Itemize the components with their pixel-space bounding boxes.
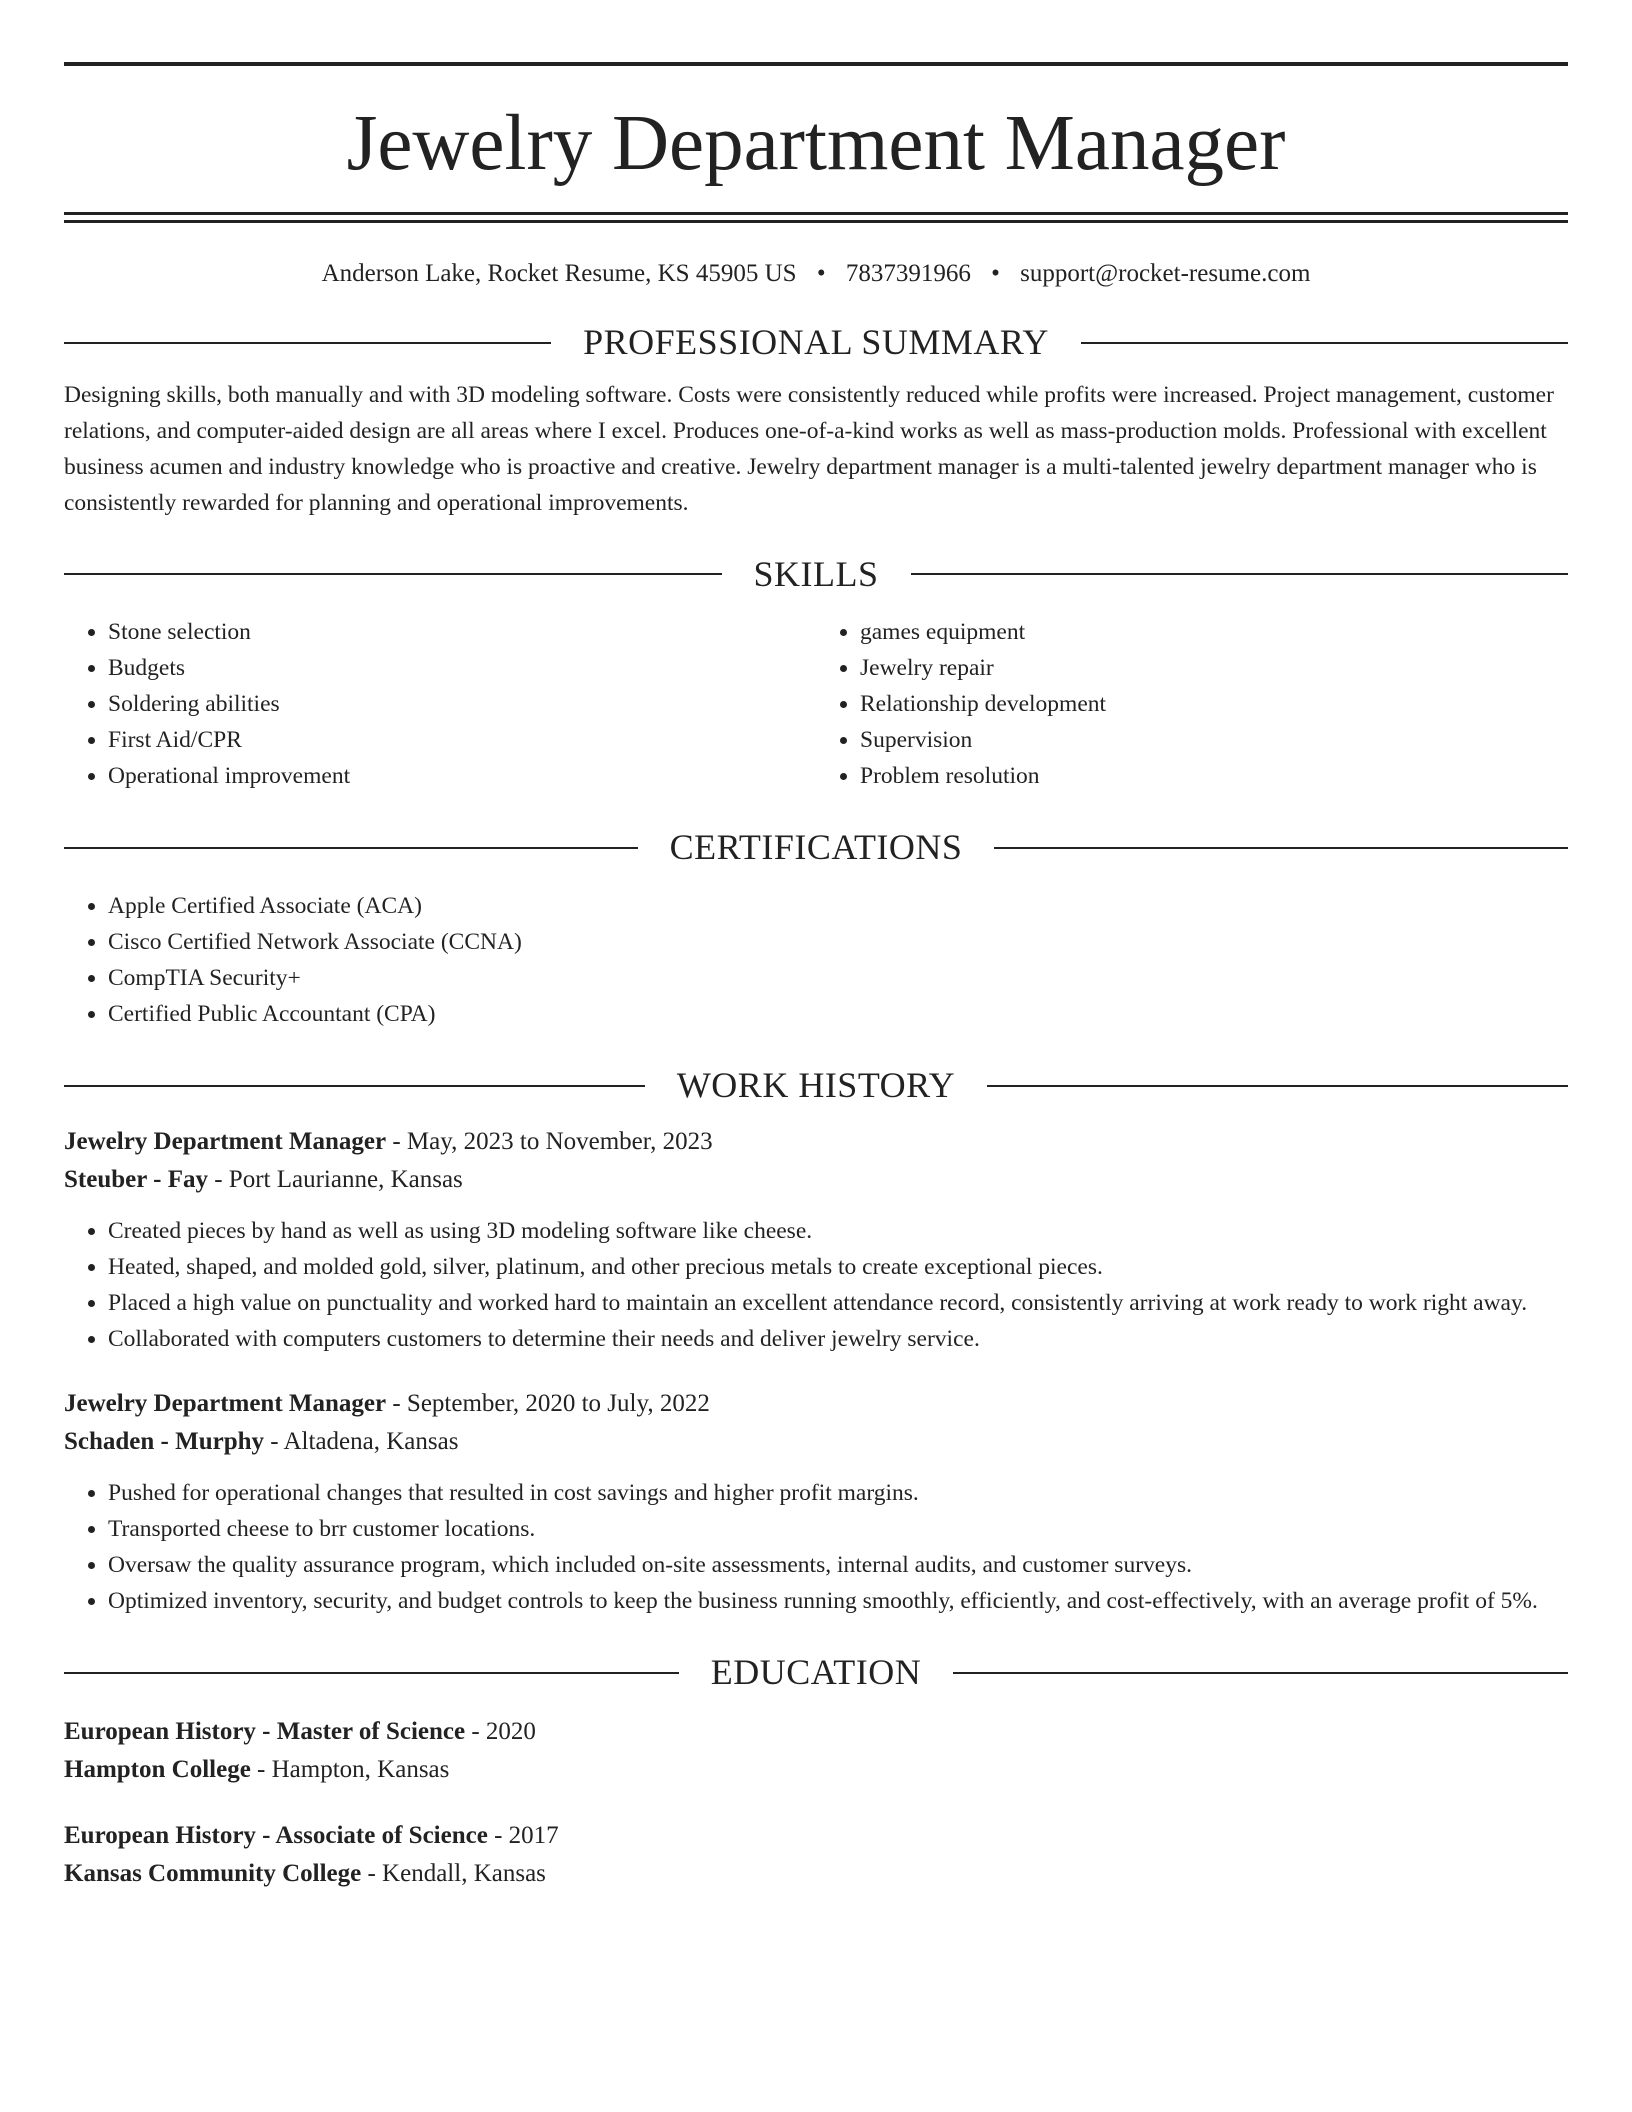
job-dates: - May, 2023 to November, 2023 bbox=[386, 1128, 713, 1156]
education-degree: European History - Master of Science bbox=[64, 1717, 466, 1745]
skills-column-right bbox=[816, 614, 1568, 794]
section-header-summary bbox=[64, 323, 1568, 363]
education-location: - Kendall, Kansas bbox=[361, 1859, 546, 1887]
contact-email: support@rocket-resume.com bbox=[1020, 260, 1311, 287]
job-company-line bbox=[64, 1161, 1568, 1199]
contact-separator: • bbox=[991, 260, 1000, 287]
divider-line bbox=[64, 1672, 679, 1674]
education-degree-line bbox=[64, 1817, 1568, 1855]
skill-item: • Operational improvement bbox=[108, 758, 816, 794]
job-entry bbox=[64, 1385, 1568, 1619]
education-location: - Hampton, Kansas bbox=[250, 1755, 450, 1783]
resume-title: Jewelry Department Manager bbox=[346, 100, 1286, 187]
education-year: - 2017 bbox=[487, 1821, 559, 1849]
certification-item: • Apple Certified Associate (ACA) bbox=[108, 888, 1568, 924]
section-header-certifications bbox=[64, 828, 1568, 868]
skill-item: • Soldering abilities bbox=[108, 686, 816, 722]
job-bullet: • Placed a high value on punctuality and worked hard to maintain an excellent attendance record, consistently arriving at work ready to work right away. bbox=[108, 1285, 1568, 1321]
certification-item: • Certified Public Accountant (CPA) bbox=[108, 996, 1568, 1032]
section-title-skills: SKILLS bbox=[753, 553, 879, 594]
top-rule bbox=[64, 62, 1568, 66]
job-entry bbox=[64, 1123, 1568, 1357]
job-bullet: • Transported cheese to brr customer locations. bbox=[108, 1511, 1568, 1547]
skill-item: • Supervision bbox=[860, 722, 1568, 758]
job-bullet: • Pushed for operational changes that resulted in cost savings and higher profit margins. bbox=[108, 1475, 1568, 1511]
job-bullet: • Heated, shaped, and molded gold, silver, platinum, and other precious metals to create exceptional pieces. bbox=[108, 1249, 1568, 1285]
certification-item: • Cisco Certified Network Associate (CCNA) bbox=[108, 924, 1568, 960]
job-bullet: • Created pieces by hand as well as using 3D modeling software like cheese. bbox=[108, 1213, 1568, 1249]
skill-item: • Jewelry repair bbox=[860, 650, 1568, 686]
divider-line bbox=[911, 573, 1569, 575]
section-title-work: WORK HISTORY bbox=[676, 1064, 956, 1105]
skills-column-left bbox=[64, 614, 816, 794]
certification-item: • CompTIA Security+ bbox=[108, 960, 1568, 996]
contact-line bbox=[64, 259, 1568, 289]
title-double-rule bbox=[64, 212, 1568, 223]
education-year: - 2020 bbox=[465, 1717, 536, 1745]
skill-item: • Relationship development bbox=[860, 686, 1568, 722]
skill-item: • Budgets bbox=[108, 650, 816, 686]
job-title-line bbox=[64, 1123, 1568, 1161]
job-title-line bbox=[64, 1385, 1568, 1423]
skill-item: • games equipment bbox=[860, 614, 1568, 650]
section-title-education: EDUCATION bbox=[710, 1652, 922, 1693]
job-location: - Port Laurianne, Kansas bbox=[207, 1166, 463, 1194]
education-school-line bbox=[64, 1855, 1568, 1893]
education-degree-line bbox=[64, 1713, 1568, 1751]
job-dates: - September, 2020 to July, 2022 bbox=[386, 1390, 710, 1418]
section-title-summary: PROFESSIONAL SUMMARY bbox=[583, 322, 1049, 362]
summary-text: Designing skills, both manually and with 3D modeling software. Costs were consistently reduced while profits were increased. Project management, customer relations, and computer-aided design are all areas where I excel. Produces one-of-a-kind works as well as mass-production molds. Professional with excellent business acumen and industry knowledge who is proactive and creative. Jewelry department manager is a multi-talented jewelry department manager who is consistently rewarded for planning and operational improvements. bbox=[64, 381, 1554, 516]
skill-item: • First Aid/CPR bbox=[108, 722, 816, 758]
contact-phone: 7837391966 bbox=[845, 260, 971, 287]
job-title: Jewelry Department Manager bbox=[64, 1390, 387, 1418]
job-location: - Altadena, Kansas bbox=[264, 1428, 459, 1456]
section-header-work bbox=[64, 1066, 1568, 1106]
education-school: Kansas Community College bbox=[64, 1859, 362, 1887]
education-school-line bbox=[64, 1751, 1568, 1789]
education-entry bbox=[64, 1817, 1568, 1893]
skill-item: • Stone selection bbox=[108, 614, 816, 650]
job-company: Schaden - Murphy bbox=[64, 1428, 265, 1456]
skill-item: • Problem resolution bbox=[860, 758, 1568, 794]
education-entry bbox=[64, 1713, 1568, 1789]
job-company-line bbox=[64, 1423, 1568, 1461]
divider-line bbox=[1081, 342, 1568, 344]
job-title: Jewelry Department Manager bbox=[64, 1128, 387, 1156]
job-bullet: • Collaborated with computers customers to determine their needs and deliver jewelry service. bbox=[108, 1321, 1568, 1357]
divider-line bbox=[64, 847, 638, 849]
job-bullet: • Optimized inventory, security, and budget controls to keep the business running smoothly, efficiently, and cost-effectively, with an average profit of 5%. bbox=[108, 1583, 1568, 1619]
section-title-certifications: CERTIFICATIONS bbox=[669, 827, 963, 868]
certifications-list bbox=[64, 888, 1568, 1032]
education-school: Hampton College bbox=[64, 1755, 251, 1783]
divider-line bbox=[987, 1085, 1568, 1087]
divider-line bbox=[64, 342, 551, 344]
divider-line bbox=[994, 847, 1568, 849]
divider-line bbox=[64, 1085, 645, 1087]
job-bullets bbox=[64, 1213, 1568, 1357]
divider-line bbox=[953, 1672, 1568, 1674]
job-company: Steuber - Fay bbox=[64, 1166, 208, 1194]
section-header-education bbox=[64, 1653, 1568, 1693]
education-degree: European History - Associate of Science bbox=[64, 1821, 488, 1849]
section-header-skills bbox=[64, 555, 1568, 595]
contact-address: Anderson Lake, Rocket Resume, KS 45905 US bbox=[321, 260, 797, 287]
job-bullet: • Oversaw the quality assurance program, which included on-site assessments, internal audits, and customer surveys. bbox=[108, 1547, 1568, 1583]
skills-list bbox=[64, 614, 1568, 794]
contact-separator: • bbox=[816, 260, 826, 287]
job-bullets bbox=[64, 1475, 1568, 1619]
divider-line bbox=[64, 573, 722, 575]
